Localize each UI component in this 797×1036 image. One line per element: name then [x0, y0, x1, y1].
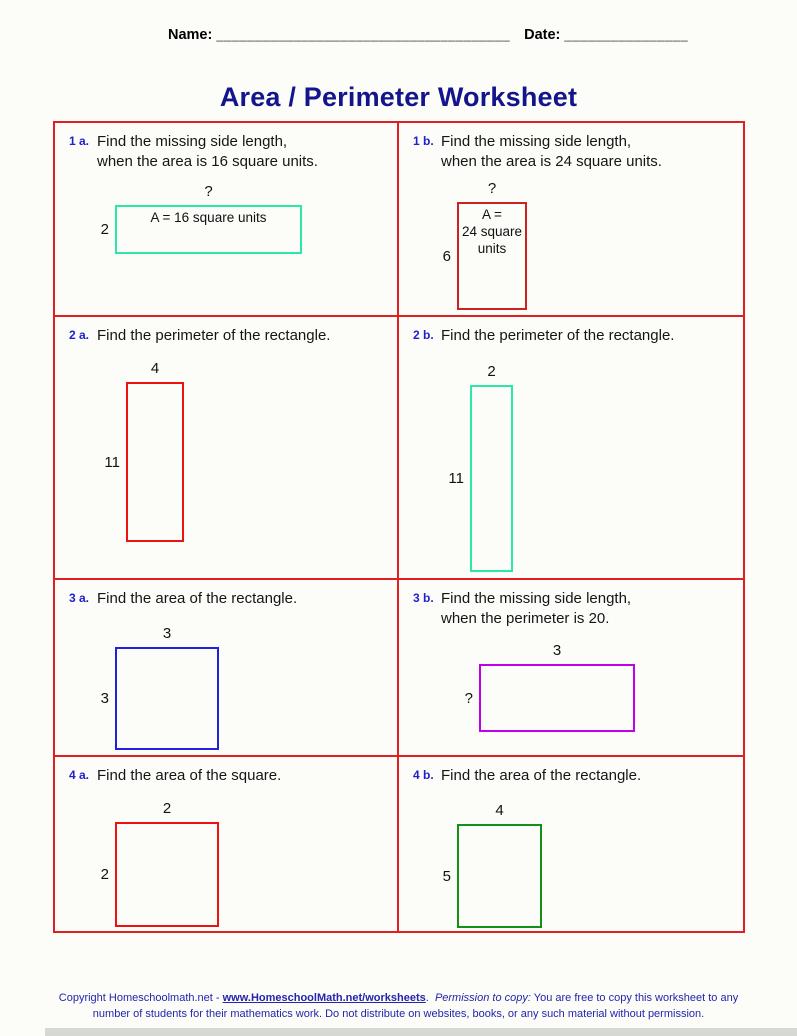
question-2a: [69, 326, 391, 346]
rectangle-shape: [115, 205, 302, 254]
date-blank-line: ________________: [564, 27, 689, 42]
question-text: Find the area of the square.: [97, 767, 282, 784]
top-side-label: 4: [495, 802, 504, 819]
question-2b: [413, 326, 737, 346]
question-4b: [413, 766, 737, 786]
name-label: Name:: [168, 27, 213, 43]
problem-number: 4 b.: [413, 768, 434, 782]
problem-cell-2b: [399, 317, 743, 580]
figure-2b: [446, 363, 513, 572]
problem-number: 2 b.: [413, 328, 434, 342]
top-side-label: ?: [487, 180, 497, 197]
problem-cell-1a: [55, 123, 399, 317]
top-side-label: 3: [162, 625, 172, 642]
permission-to-copy-label: Permission to copy:: [434, 992, 531, 1004]
question-text: Find the missing side length, when the area is 16 square units.: [97, 133, 318, 170]
left-side-label: 11: [104, 453, 120, 471]
figure-3b: [455, 642, 635, 732]
top-side-label: 4: [150, 360, 160, 377]
figure-3a: [91, 625, 219, 750]
left-side-label: 6: [442, 247, 451, 265]
name-date-row: [168, 27, 688, 43]
top-side-label: 2: [162, 800, 172, 817]
worksheets-link[interactable]: www.HomeschoolMath.net/worksheets: [222, 992, 426, 1004]
left-side-label: 3: [100, 690, 109, 707]
figure-1b: [433, 180, 527, 310]
copyright-footer: [0, 990, 797, 1022]
problem-number: 3 a.: [69, 591, 90, 605]
top-side-label: 2: [487, 363, 496, 380]
question-3b: [413, 589, 737, 629]
left-side-label: 2: [100, 221, 109, 238]
name-blank-line: ______________________________________: [216, 27, 511, 42]
area-label: A = 16 square units: [150, 210, 267, 225]
left-side-label: ?: [464, 689, 473, 707]
question-1a: [69, 132, 391, 172]
left-side-label: 5: [442, 867, 451, 885]
problem-cell-3b: [399, 580, 743, 757]
top-side-label: ?: [204, 183, 213, 200]
page-title: Area / Perimeter Worksheet: [219, 82, 578, 112]
question-1b: [413, 132, 737, 172]
problem-number: 3 b.: [413, 591, 434, 605]
problem-number: 1 b.: [413, 134, 434, 148]
rectangle-shape: [470, 385, 513, 572]
figure-2a: [102, 360, 184, 542]
left-side-label: 11: [448, 470, 464, 487]
problem-cell-1b: [399, 123, 743, 317]
question-text: Find the area of the rectangle.: [97, 590, 298, 607]
problem-cell-2a: [55, 317, 399, 580]
window-bottom-edge: [45, 1028, 797, 1036]
rectangle-shape: [126, 382, 184, 542]
problem-number: 2 a.: [69, 328, 90, 342]
problem-cell-4a: [55, 757, 399, 931]
problem-cell-3a: [55, 580, 399, 757]
area-label: A = 24 square units: [461, 207, 523, 256]
figure-1a: [91, 183, 302, 254]
top-side-label: 3: [552, 642, 562, 659]
question-4a: [69, 766, 391, 786]
problem-grid: [53, 121, 745, 933]
problem-number: 4 a.: [69, 768, 90, 782]
problem-number: 1 a.: [69, 134, 90, 148]
figure-4b: [433, 802, 542, 928]
left-side-label: 2: [100, 866, 109, 883]
rectangle-shape: [457, 202, 527, 310]
question-text: Find the area of the rectangle.: [441, 767, 642, 784]
figure-4a: [91, 800, 219, 927]
rectangle-shape: [479, 664, 635, 732]
question-text: Find the missing side length, when the perimeter is 20.: [441, 590, 632, 627]
footer-line-1: Copyright Homeschoolmath.net - www.HomeschoolMath.net/worksheets. Permission to copy: You are free to copy this worksheet to any: [58, 992, 739, 1004]
question-3a: [69, 589, 391, 609]
rectangle-shape: [115, 647, 219, 750]
problem-cell-4b: [399, 757, 743, 931]
rectangle-shape: [457, 824, 542, 928]
rectangle-shape: [115, 822, 219, 927]
question-text: Find the missing side length, when the area is 24 square units.: [441, 133, 662, 170]
question-text: Find the perimeter of the rectangle.: [441, 327, 675, 344]
date-label: Date:: [524, 27, 561, 43]
footer-line-2: number of students for their mathematics work. Do not distribute on websites, books, or any such material without permission.: [92, 1008, 705, 1020]
question-text: Find the perimeter of the rectangle.: [97, 327, 331, 344]
